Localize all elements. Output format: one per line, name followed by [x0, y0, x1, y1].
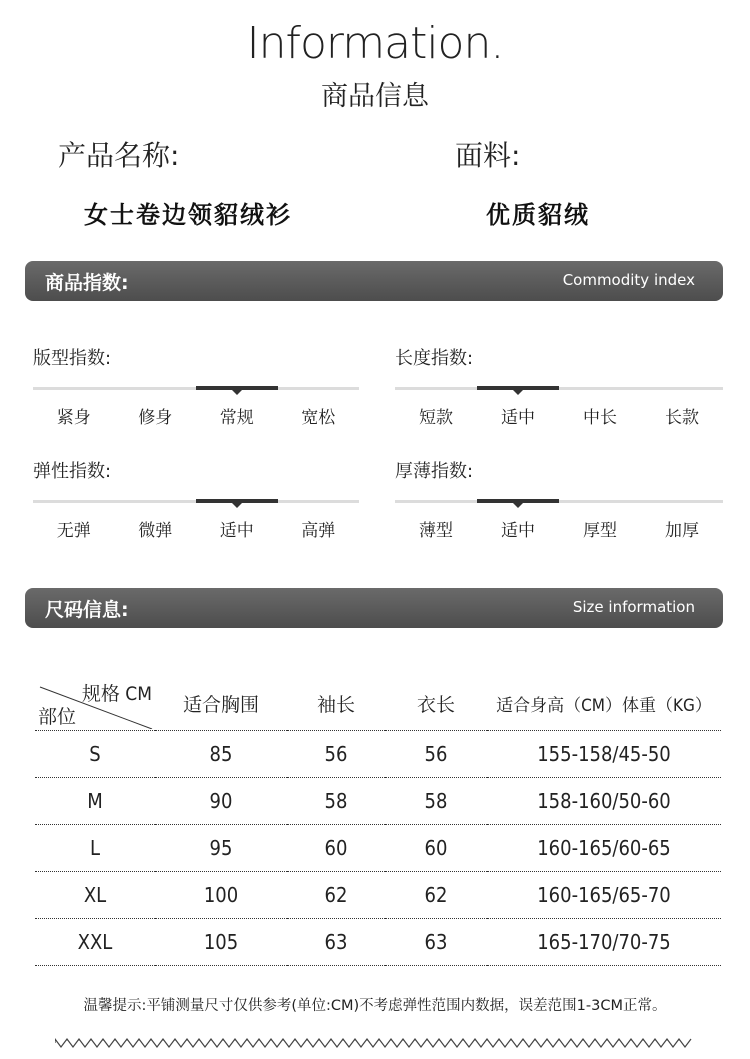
length-cell: 62: [385, 872, 487, 919]
header-fit: 适合身高（CM）体重（KG）: [496, 695, 712, 716]
length-cell: 63: [385, 919, 487, 966]
fit-cell: 158-160/50-60: [487, 778, 721, 825]
index-option: 微弹: [138, 521, 173, 541]
index-title: 长度指数:: [395, 348, 474, 369]
length-index: [395, 344, 723, 428]
thickness-index: [395, 457, 723, 541]
table-row: [35, 778, 721, 825]
commodity-index-title: 商品指数:: [45, 272, 129, 294]
index-pointer-icon: [513, 503, 523, 508]
commodity-index-en: Commodity index: [562, 271, 695, 289]
fabric-label: 面料:: [455, 139, 521, 172]
fit-cell: 160-165/60-65: [487, 825, 721, 872]
index-scale: [395, 500, 723, 503]
elasticity-index: [33, 457, 359, 541]
index-pointer-icon: [513, 390, 523, 395]
sleeve-cell: 60: [287, 825, 385, 872]
index-option: 薄型: [419, 521, 453, 541]
index-option: 高弹: [301, 521, 336, 541]
corner-spec-label: 规格 CM: [81, 683, 152, 705]
length-cell: 60: [385, 825, 487, 872]
index-option: 修身: [138, 408, 173, 428]
chest-cell: 105: [155, 919, 287, 966]
sleeve-cell: 56: [287, 731, 385, 778]
size-info-en: Size information: [572, 598, 695, 616]
index-option: 适中: [219, 521, 254, 541]
measurement-tip: 温馨提示:平铺测量尺寸仅供参考(单位:CM)不考虑弹性范围内数据，误差范围1-3CM正常。: [83, 998, 667, 1014]
page-subtitle: 商品信息: [321, 81, 429, 112]
size-cell: XXL: [35, 919, 155, 966]
index-option: 适中: [501, 521, 535, 541]
table-row: [35, 825, 721, 872]
fit-index: [33, 344, 359, 428]
size-cell: S: [35, 731, 155, 778]
fit-cell: 155-158/45-50: [487, 731, 721, 778]
index-title: 厚薄指数:: [395, 461, 474, 482]
length-cell: 58: [385, 778, 487, 825]
page-title: Information.: [246, 18, 504, 69]
index-option: 长款: [665, 408, 699, 428]
size-cell: L: [35, 825, 155, 872]
fit-cell: 160-165/65-70: [487, 872, 721, 919]
table-row: [35, 919, 721, 966]
sleeve-cell: 62: [287, 872, 385, 919]
product-name-value: 女士卷边领貂绒衫: [84, 201, 292, 229]
size-table-header: [35, 676, 721, 731]
fabric-value: 优质貂绒: [486, 201, 590, 229]
index-option: 紧身: [56, 408, 91, 428]
length-cell: 56: [385, 731, 487, 778]
index-scale: [395, 387, 723, 390]
index-title: 弹性指数:: [33, 461, 112, 482]
chest-cell: 100: [155, 872, 287, 919]
sleeve-cell: 63: [287, 919, 385, 966]
header-length: 衣长: [416, 693, 455, 716]
size-cell: M: [35, 778, 155, 825]
index-pointer-icon: [232, 503, 242, 508]
index-option: 适中: [501, 408, 535, 428]
size-info-title: 尺码信息:: [45, 599, 129, 621]
chest-cell: 85: [155, 731, 287, 778]
index-option: 厚型: [583, 521, 617, 541]
fit-cell: 165-170/70-75: [487, 919, 721, 966]
table-row: [35, 872, 721, 919]
sleeve-cell: 58: [287, 778, 385, 825]
chest-cell: 90: [155, 778, 287, 825]
corner-part-label: 部位: [38, 706, 77, 728]
commodity-index-bar: [25, 261, 723, 301]
index-pointer-icon: [232, 390, 242, 395]
index-option: 中长: [583, 408, 617, 428]
corner-header: [35, 676, 155, 731]
wave-divider: [55, 1036, 695, 1050]
size-table: [35, 676, 721, 966]
size-info-bar: [25, 588, 723, 628]
index-option: 常规: [219, 408, 254, 428]
header-sleeve: 袖长: [316, 693, 355, 716]
index-option: 加厚: [665, 521, 699, 541]
index-scale: [33, 387, 359, 390]
table-row: [35, 731, 721, 778]
index-option: 宽松: [301, 408, 336, 428]
index-option: 短款: [419, 408, 453, 428]
header-chest: 适合胸围: [182, 693, 259, 716]
index-scale: [33, 500, 359, 503]
index-title: 版型指数:: [33, 348, 112, 369]
size-cell: XL: [35, 872, 155, 919]
product-name-label: 产品名称:: [58, 139, 180, 172]
chest-cell: 95: [155, 825, 287, 872]
index-option: 无弹: [56, 521, 91, 541]
